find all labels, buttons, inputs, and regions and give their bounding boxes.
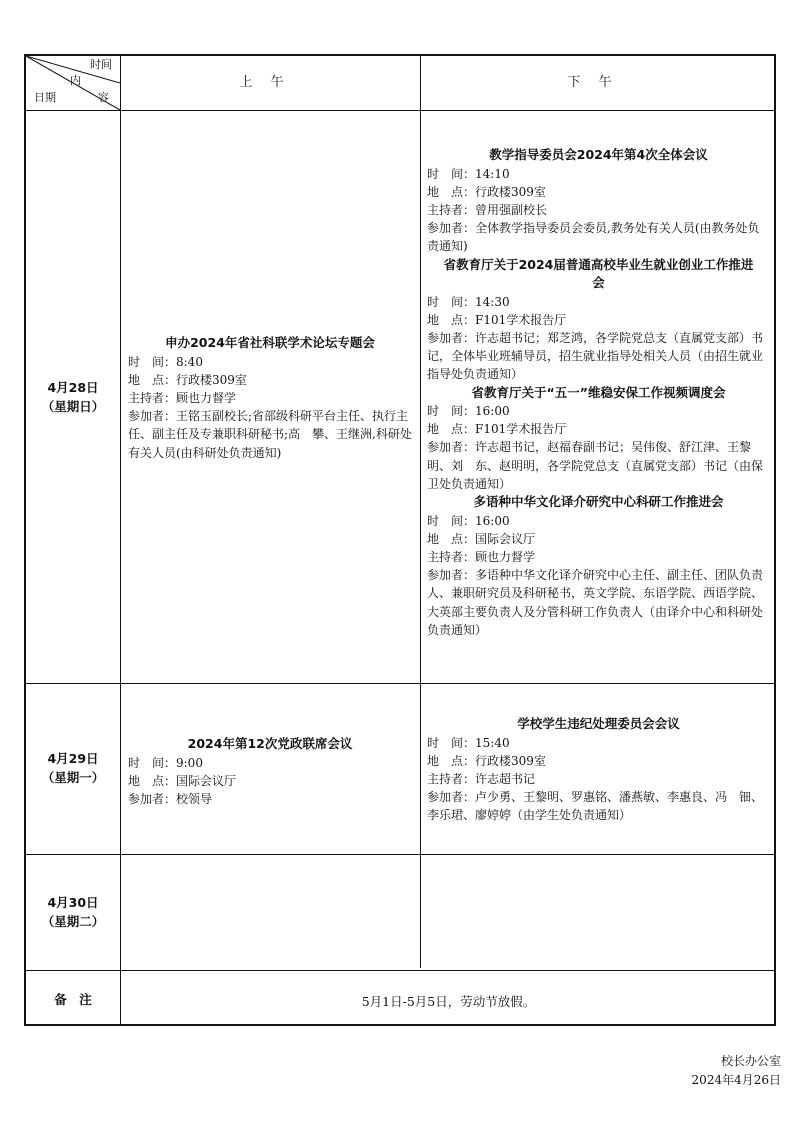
row-divider: [26, 110, 774, 111]
column-divider: [420, 56, 421, 968]
event-host: 主持者：顾也力督学: [128, 390, 237, 405]
event-time: 时 间：14:30: [427, 294, 510, 309]
event-attendees: 参加者：多语种中华文化译介研究中心主任、副主任、团队负责人、兼职研究员及科研秘书，英文学院、东语学院、西语学院、大英部主要负责人及分管科研工作负责人（由译介中心和科研处负责通知）: [427, 568, 764, 637]
event-attendees: 参加者：校领导: [128, 791, 213, 806]
event-time: 时 间：16:00: [427, 513, 510, 528]
event-attendees: 参加者：许志超书记；郑芝鸿，各学院党总支（直属党支部）书记，全体毕业班辅导员，招生就业指导处相关人员（由招生就业指导处负责通知）: [427, 330, 764, 382]
event-place: 地 点：行政楼309室: [128, 372, 247, 387]
event-place: 地 点：F101学术报告厅: [427, 312, 567, 327]
event-host: 主持者：顾也力督学: [427, 549, 536, 564]
event-block: [128, 735, 412, 808]
event-title: 申办2024年省社科联学术论坛专题会: [165, 335, 375, 350]
event-time: 时 间：15:40: [427, 735, 510, 750]
afternoon-events: [427, 146, 770, 639]
event-time: 时 间：16:00: [427, 404, 510, 419]
event-block: [128, 334, 412, 462]
row-divider: [26, 683, 774, 684]
corner-date-label: 日期: [34, 91, 56, 104]
day-date: 4月28日: [47, 380, 99, 395]
event-attendees: 参加者：全体教学指导委员会委员,教务处有关人员(由教务处负责通知): [427, 221, 760, 254]
event-time: 时 间：14:10: [427, 166, 510, 181]
event-place: 地 点：国际会议厅: [128, 773, 237, 788]
event-block: [427, 384, 770, 494]
schedule-table: [24, 54, 776, 1026]
day-weekday: （星期二）: [41, 914, 105, 929]
corner-content-label: 内: [70, 74, 81, 87]
afternoon-header: 下午: [567, 75, 630, 90]
event-block: [427, 146, 770, 256]
event-time: 时 间：8:40: [128, 354, 203, 369]
event-attendees: 参加者：许志超书记，赵福春副书记；吴伟俊、舒江津、王黎明、刘 东、赵明明，各学院党总支（直属党支部）书记（由保卫处负责通知）: [427, 440, 764, 491]
issue-date: 2024年4月26日: [691, 1073, 781, 1087]
event-block: [427, 715, 770, 825]
column-divider: [120, 56, 121, 1024]
corner-time-label: 时间: [90, 58, 112, 71]
row-divider: [26, 970, 774, 971]
event-title: 省教育厅关于“五一”维稳安保工作视频调度会: [471, 384, 726, 400]
event-time: 时 间：9:00: [128, 755, 203, 770]
day-date-cell: [26, 378, 120, 416]
event-host: 主持者：曾用强副校长: [427, 202, 548, 217]
event-place: 地 点：F101学术报告厅: [427, 422, 567, 437]
event-title: 多语种中华文化译介研究中心科研工作推进会: [473, 494, 724, 510]
event-title: 省教育厅关于2024届普通高校毕业生就业创业工作推进会: [443, 256, 754, 291]
corner-content-label: 容: [98, 91, 109, 104]
event-block: [427, 256, 770, 384]
event-block: [427, 493, 770, 639]
remarks-text: 5月1日-5月5日，劳动节放假。: [361, 994, 536, 1009]
footer: [692, 1052, 781, 1090]
day-date: 4月30日: [47, 895, 99, 910]
event-title: 学校学生违纪处理委员会会议: [517, 716, 680, 731]
morning-header: 上午: [239, 75, 302, 90]
event-title: 2024年第12次党政联席会议: [187, 736, 353, 751]
event-place: 地 点：国际会议厅: [427, 531, 536, 546]
day-date: 4月29日: [47, 751, 99, 766]
day-date-cell: [26, 893, 120, 931]
day-weekday: （星期日）: [41, 399, 105, 414]
event-attendees: 参加者：卢少勇、王黎明、罗惠铭、潘燕敏、李惠良、冯 钿、李乐珺、廖婷婷（由学生处负责通知）: [427, 790, 764, 823]
event-attendees: 参加者：王铭玉副校长;省部级科研平台主任、执行主任、副主任及专兼职科研秘书;高 攀、王继洲,科研处有关人员(由科研处负责通知): [128, 409, 412, 460]
row-divider: [26, 854, 774, 855]
event-place: 地 点：行政楼309室: [427, 184, 546, 199]
event-host: 主持者：许志超书记: [427, 771, 536, 786]
day-date-cell: [26, 749, 120, 787]
event-place: 地 点：行政楼309室: [427, 753, 546, 768]
remarks-label: 备 注: [54, 992, 92, 1007]
event-title: 教学指导委员会2024年第4次全体会议: [489, 147, 708, 162]
issuing-office: 校长办公室: [720, 1054, 781, 1068]
day-weekday: （星期一）: [41, 770, 105, 785]
